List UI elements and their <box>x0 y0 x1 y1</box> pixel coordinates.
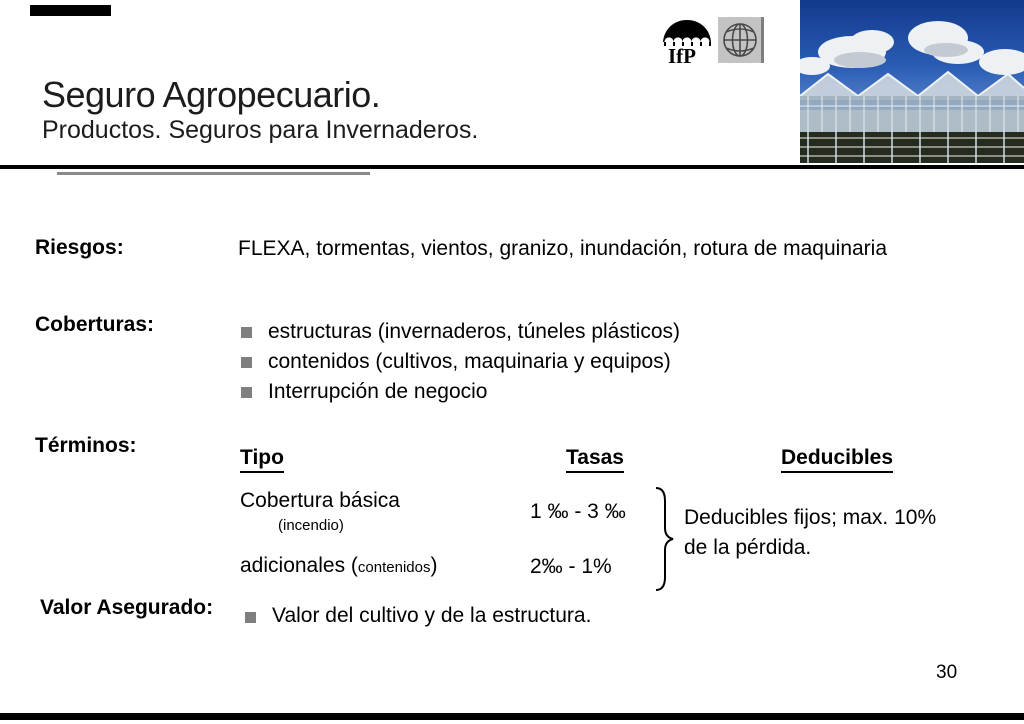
bullet-square-icon <box>241 387 252 398</box>
coberturas-item: estructuras (invernaderos, túneles plásticos) <box>268 320 681 343</box>
coberturas-item: contenidos (cultivos, maquinaria y equipos) <box>268 350 671 373</box>
bullet-square-icon <box>241 357 252 368</box>
valor-asegurado-text: Valor del cultivo y de la estructura. <box>272 604 592 627</box>
table-row2-tasas: 2‰ - 1% <box>530 555 612 578</box>
table-row1-tasas: 1 ‰ - 3 ‰ <box>530 500 626 523</box>
coberturas-label: Coberturas: <box>35 313 155 336</box>
greenhouse-photo <box>800 0 1024 163</box>
deducibles-note-line2: de la pérdida. <box>684 536 812 559</box>
coberturas-item: Interrupción de negocio <box>268 380 488 403</box>
top-left-accent-bar <box>30 5 111 16</box>
bottom-accent-bar <box>0 713 1024 720</box>
valor-asegurado-label: Valor Asegurado: <box>40 596 214 619</box>
riesgos-text: FLEXA, tormentas, vientos, granizo, inundación, rotura de maquinaria <box>238 237 888 260</box>
ifp-logo-text: IfP <box>668 44 696 68</box>
table-row2-tipo-start: adicionales ( <box>240 554 358 577</box>
deducibles-note-line1: Deducibles fijos; max. 10% <box>684 506 937 529</box>
table-row2-tipo-sub: contenidos <box>357 559 431 576</box>
table-row2-tipo <box>240 554 437 578</box>
brace-icon <box>652 486 676 592</box>
table-header-tipo: Tipo <box>240 446 284 473</box>
table-row1-tipo: Cobertura básica <box>240 489 400 512</box>
ifp-logo <box>660 18 714 68</box>
table-header-deducibles: Deducibles <box>781 446 893 473</box>
bullet-square-icon <box>245 612 256 623</box>
header-divider-shadow <box>57 172 370 175</box>
riesgos-label: Riesgos: <box>35 236 124 259</box>
terminos-label: Términos: <box>35 434 137 457</box>
table-row2-tipo-end: ) <box>430 554 438 577</box>
page-title: Seguro Agropecuario. <box>42 74 381 115</box>
header-divider-line <box>0 165 1024 169</box>
globe-icon <box>718 17 764 63</box>
table-row1-tipo-sub: (incendio) <box>278 517 344 534</box>
table-header-tasas: Tasas <box>566 446 624 473</box>
page-number: 30 <box>936 662 958 683</box>
bullet-square-icon <box>241 327 252 338</box>
page-subtitle: Productos. Seguros para Invernaderos. <box>42 116 479 144</box>
